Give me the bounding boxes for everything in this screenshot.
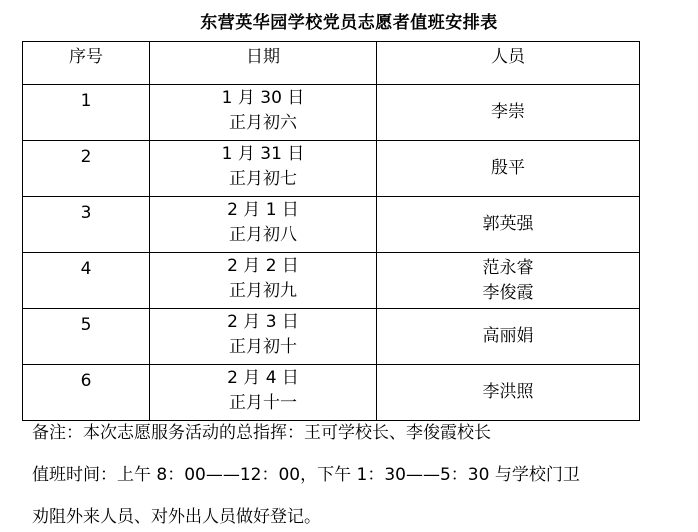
lunar-date-text: 正月十一	[229, 393, 297, 413]
date-text: 2 月 4 日	[227, 368, 299, 388]
serial-number-cell: 6	[23, 365, 150, 421]
table-row	[23, 141, 640, 197]
person-name: 李洪照	[482, 382, 534, 402]
table-row	[23, 197, 640, 253]
person-name: 殷平	[491, 158, 525, 178]
personnel-cell	[377, 253, 640, 309]
serial-number-cell: 3	[23, 197, 150, 253]
header-personnel: 人员	[377, 42, 640, 85]
lunar-date-text: 正月初八	[229, 225, 297, 245]
date-cell	[150, 253, 377, 309]
date-text: 2 月 2 日	[227, 256, 299, 276]
personnel-cell	[377, 85, 640, 141]
date-text: 1 月 31 日	[221, 144, 305, 164]
table-row	[23, 253, 640, 309]
serial-number-cell: 5	[23, 309, 150, 365]
date-text: 1 月 30 日	[221, 88, 305, 108]
serial-number-cell: 1	[23, 85, 150, 141]
person-name: 高丽娟	[482, 326, 534, 346]
date-cell	[150, 141, 377, 197]
person-name: 李崇	[491, 102, 525, 122]
person-name: 郭英强	[482, 214, 534, 234]
duty-hours-line: 值班时间：上午 8：00——12：00，下午 1：30——5：30 与学校门卫	[32, 465, 580, 485]
lunar-date-text: 正月初七	[229, 169, 297, 189]
serial-number-cell: 4	[23, 253, 150, 309]
serial-number-cell: 2	[23, 141, 150, 197]
lunar-date-text: 正月初六	[229, 113, 297, 133]
table-row	[23, 85, 640, 141]
person-name: 李俊霞	[482, 282, 534, 303]
table-header-row	[23, 42, 640, 85]
date-text: 2 月 1 日	[227, 200, 299, 220]
personnel-cell	[377, 197, 640, 253]
date-cell	[150, 197, 377, 253]
duty-instructions-line: 劝阻外来人员、对外出人员做好登记。	[32, 507, 321, 527]
lunar-date-text: 正月初九	[229, 281, 297, 301]
header-date: 日期	[150, 42, 377, 85]
duty-schedule-table	[22, 41, 640, 421]
date-cell	[150, 365, 377, 421]
personnel-cell	[377, 309, 640, 365]
date-cell	[150, 309, 377, 365]
table-row	[23, 365, 640, 421]
table-row	[23, 309, 640, 365]
date-cell	[150, 85, 377, 141]
page-title: 东营英华园学校党员志愿者值班安排表	[200, 13, 498, 33]
header-serial-number: 序号	[23, 42, 150, 85]
personnel-cell	[377, 141, 640, 197]
person-name: 范永睿	[482, 257, 534, 278]
personnel-cell	[377, 365, 640, 421]
lunar-date-text: 正月初十	[229, 337, 297, 357]
date-text: 2 月 3 日	[227, 312, 299, 332]
remarks-line: 备注：本次志愿服务活动的总指挥：王可学校长、李俊霞校长	[32, 423, 491, 443]
